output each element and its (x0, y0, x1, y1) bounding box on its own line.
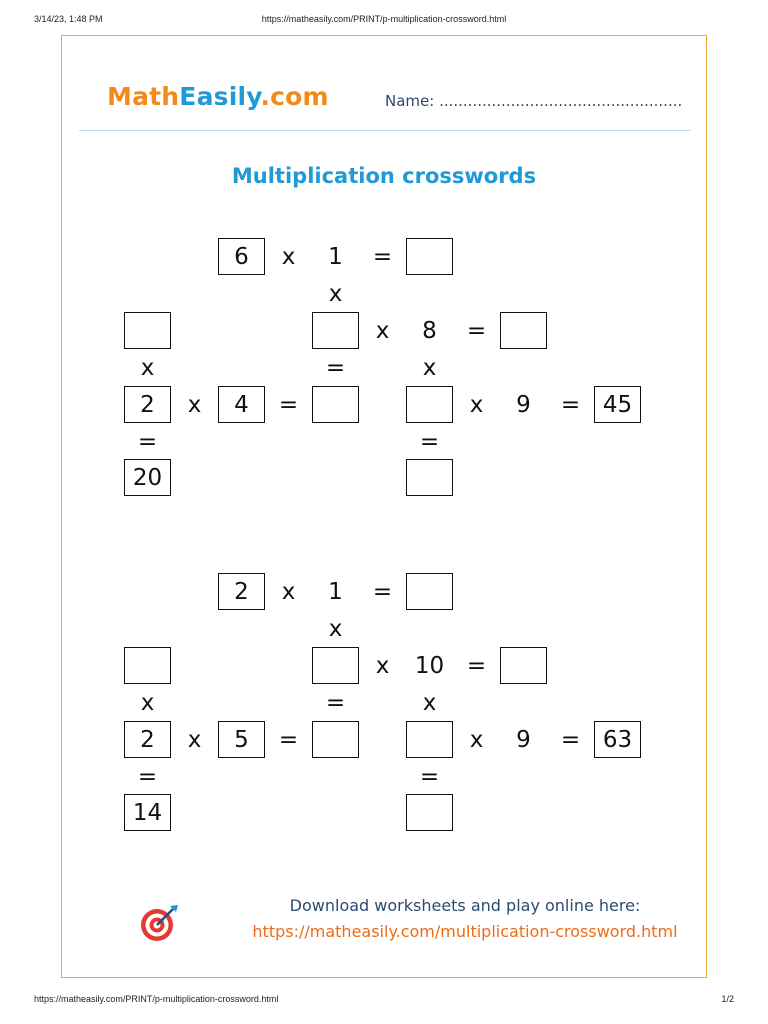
operator-cell: x (469, 726, 484, 753)
operator-cell: x (375, 317, 390, 344)
operator-cell: x (375, 652, 390, 679)
operator-cell: x (328, 280, 343, 307)
given-number-cell: 4 (218, 386, 265, 423)
download-link[interactable]: https://matheasily.com/multiplication-crossword.html (252, 922, 678, 941)
logo-part-math: Math (107, 82, 180, 111)
print-header-url: https://matheasily.com/PRINT/p-multiplication-crossword.html (261, 14, 507, 24)
answer-cell[interactable] (406, 573, 453, 610)
answer-cell[interactable] (406, 794, 453, 831)
operator-cell: x (140, 354, 155, 381)
operator-cell: x (469, 391, 484, 418)
operator-cell: = (325, 689, 346, 716)
operator-cell: = (419, 763, 440, 790)
download-text: Download worksheets and play online here: (289, 896, 641, 915)
answer-cell[interactable] (500, 312, 547, 349)
site-logo[interactable] (107, 82, 329, 111)
operator-cell: = (137, 763, 158, 790)
operator-cell: 8 (422, 317, 437, 344)
answer-cell[interactable] (500, 647, 547, 684)
operator-cell: = (137, 428, 158, 455)
given-number-cell: 2 (124, 721, 171, 758)
operator-cell: x (187, 726, 202, 753)
operator-cell: 10 (414, 652, 445, 679)
header-divider (79, 130, 691, 131)
operator-cell: = (466, 652, 487, 679)
page-title: Multiplication crosswords (231, 164, 537, 188)
answer-cell[interactable] (406, 386, 453, 423)
answer-cell[interactable] (312, 386, 359, 423)
operator-cell: = (325, 354, 346, 381)
print-footer-url: https://matheasily.com/PRINT/p-multiplication-crossword.html (34, 994, 279, 1004)
operator-cell: x (422, 689, 437, 716)
operator-cell: 9 (516, 726, 531, 753)
operator-cell: 1 (328, 243, 343, 270)
given-number-cell: 5 (218, 721, 265, 758)
operator-cell: = (372, 243, 393, 270)
answer-cell[interactable] (312, 721, 359, 758)
given-number-cell: 14 (124, 794, 171, 831)
answer-cell[interactable] (312, 647, 359, 684)
operator-cell: x (140, 689, 155, 716)
name-field: Name: ................................................... (385, 92, 683, 110)
operator-cell: = (466, 317, 487, 344)
answer-cell[interactable] (406, 238, 453, 275)
answer-cell[interactable] (312, 312, 359, 349)
operator-cell: x (422, 354, 437, 381)
operator-cell: = (372, 578, 393, 605)
logo-part-easily: Easily (179, 82, 261, 111)
print-date: 3/14/23, 1:48 PM (34, 14, 103, 24)
given-number-cell: 6 (218, 238, 265, 275)
operator-cell: = (560, 726, 581, 753)
operator-cell: = (278, 726, 299, 753)
operator-cell: = (419, 428, 440, 455)
operator-cell: = (560, 391, 581, 418)
operator-cell: 1 (328, 578, 343, 605)
operator-cell: x (187, 391, 202, 418)
given-number-cell: 63 (594, 721, 641, 758)
answer-cell[interactable] (124, 647, 171, 684)
given-number-cell: 2 (218, 573, 265, 610)
given-number-cell: 20 (124, 459, 171, 496)
given-number-cell: 2 (124, 386, 171, 423)
operator-cell: x (281, 578, 296, 605)
print-page-number: 1/2 (721, 994, 734, 1004)
answer-cell[interactable] (124, 312, 171, 349)
operator-cell: x (281, 243, 296, 270)
operator-cell: = (278, 391, 299, 418)
logo-part-com: .com (260, 82, 329, 111)
answer-cell[interactable] (406, 721, 453, 758)
given-number-cell: 45 (594, 386, 641, 423)
answer-cell[interactable] (406, 459, 453, 496)
operator-cell: x (328, 615, 343, 642)
operator-cell: 9 (516, 391, 531, 418)
